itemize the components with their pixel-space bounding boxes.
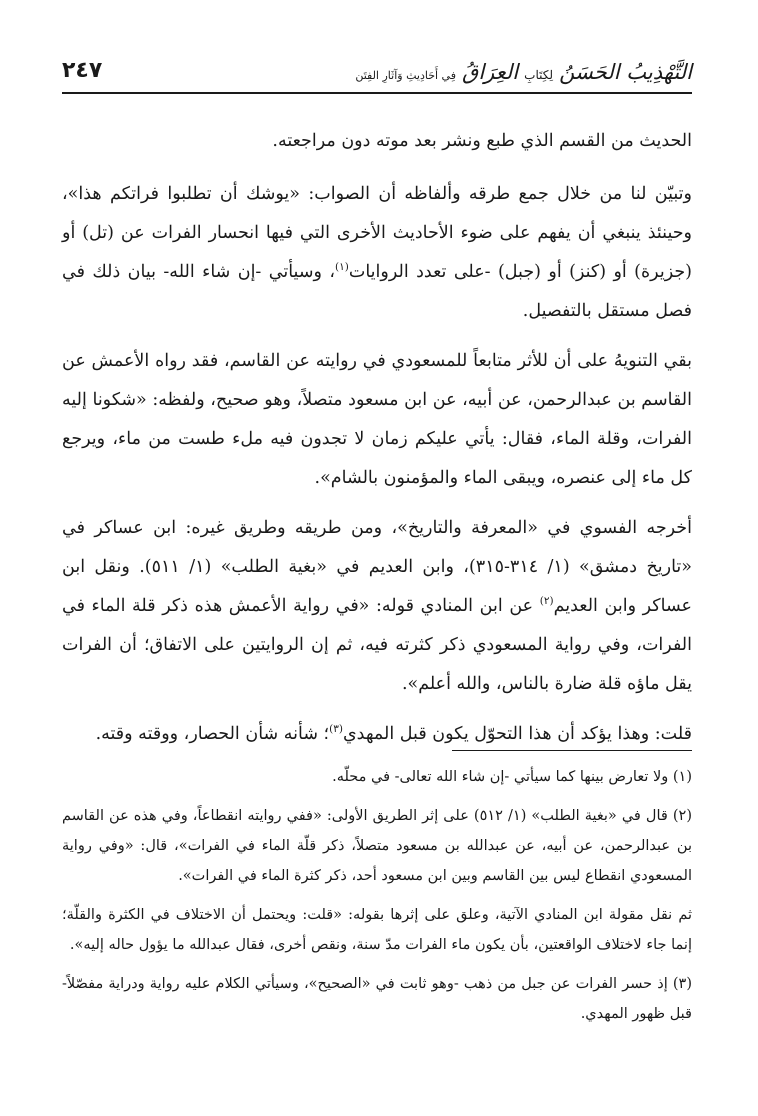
paragraph-3: بقي التنويهُ على أن للأثر متابعاً للمسعودي في روايته عن القاسم، فقد رواه الأعمش عن القاسم بن عبدالرحمن، عن أبيه، عن ابن مسعود متصلاً، وهو صحيح، ولفظه: «شكونا إليه الفرات، وقلة الماء، فقال: يأتي عليكم زمان لا تجدون فيه ملء طست من ماء، ويرجع كل ماء إلى عنصره، ويبقى الماء والمؤمنون بالشام».: [62, 351, 692, 488]
footnote-ref-3: (٣): [329, 723, 343, 736]
running-title: [355, 60, 692, 84]
footnotes: [62, 762, 692, 1038]
paragraph-4-text-a: أخرجه الفسوي في «المعرفة والتاريخ»، ومن طريقه وطريق غيره: ابن عساكر في «تاريخ دمشق» (١/ ٣١٤-٣١٥)، وابن العديم في «بغية الطلب» (١/ ٥١١). ونقل ابن عساكر وابن العديم: [62, 518, 693, 616]
paragraph-5-text-a: قلت: وهذا يؤكد أن هذا التحوّل يكون قبل المهدي: [342, 724, 692, 744]
paragraph-2-text-b: ، وسيأتي -إن شاء الله- بيان ذلك في فصل مستقل بالتفصيل.: [62, 262, 692, 321]
footnote-1: (١) ولا تعارض بينها كما سيأتي -إن شاء الله تعالى- في محلّه.: [332, 769, 692, 785]
footnote-2: (٢) قال في «بغية الطلب» (١/ ٥١٢) على إثر الطريق الأولى: «ففي روايته انقطاعاً، وفي هذه عن القاسم بن عبدالرحمن، عن أبيه، عن عبدالله بن مسعود متصلاً، ذكر قلّة الماء في الفرات»، قال: «وفي رواية المسعودي انقطاع ليس بين القاسم وبين ابن مسعود أحد، ذكر كثرة الماء في الفرات».: [62, 808, 692, 884]
running-title-part-3: العِرَاقُ: [462, 60, 519, 84]
footnote-separator: [452, 750, 692, 751]
page-number: ٢٤٧: [62, 58, 103, 83]
paragraph-4-text-b: عن ابن المنادي قوله: «في رواية الأعمش هذه ذكر قلة الماء في الفرات، وفي رواية المسعودي ذكر كثرته فيه، ثم إن الروايتين على الاتفاق؛ أن الفرات يقل ماؤه قلة ضارة بالناس، والله أعلم».: [62, 596, 692, 694]
paragraph-2-text-a: وتبيّن لنا من خلال جمع طرقه وألفاظه أن الصواب: «يوشك أن تطلبوا فراتكم هذا»، وحينئذ ينبغي أن يفهم على ضوء الأحاديث الأخرى التي فيها انحسار الفرات عن (تل) أو (جزيرة) أو (كنز) أو (جبل) -على تعدد الروايات: [62, 184, 692, 282]
paragraph-5-text-b: ؛ شأنه شأن الحصار، ووقته وقته.: [95, 724, 330, 744]
running-title-part-1: التَّهْذِيبُ الحَسَنُ: [559, 60, 692, 84]
footnote-ref-1: (١): [335, 261, 349, 274]
running-title-part-4: فِي أَحَادِيثِ وَآثَارِ الفِتَن: [355, 69, 456, 82]
footnote-2-continued: ثم نقل مقولة ابن المنادي الآتية، وعلق على إثرها بقوله: «قلت: ويحتمل أن الاختلاف في الكثرة والقلّة؛ إنما جاء لاختلاف الواقعتين، بأن يكون ماء الفرات مدّ سنة، ونقص أخرى، فقال عبدالله ما يؤول حاله إليه».: [62, 907, 692, 953]
main-text: [62, 122, 692, 765]
paragraph-4: [62, 509, 692, 704]
page-header: [62, 58, 692, 94]
running-title-part-2: لِكِتَابِ: [524, 68, 554, 82]
paragraph-1: الحديث من القسم الذي طبع ونشر بعد موته دون مراجعته.: [272, 131, 692, 151]
paragraph-2: [62, 175, 692, 331]
footnote-ref-2: (٢): [539, 595, 554, 608]
paragraph-5: [62, 715, 692, 754]
footnote-3: (٣) إذ حسر الفرات عن جبل من ذهب -وهو ثابت في «الصحيح»، وسيأتي الكلام عليه رواية ودراية مفصّلاً- قبل ظهور المهدي.: [62, 976, 692, 1022]
